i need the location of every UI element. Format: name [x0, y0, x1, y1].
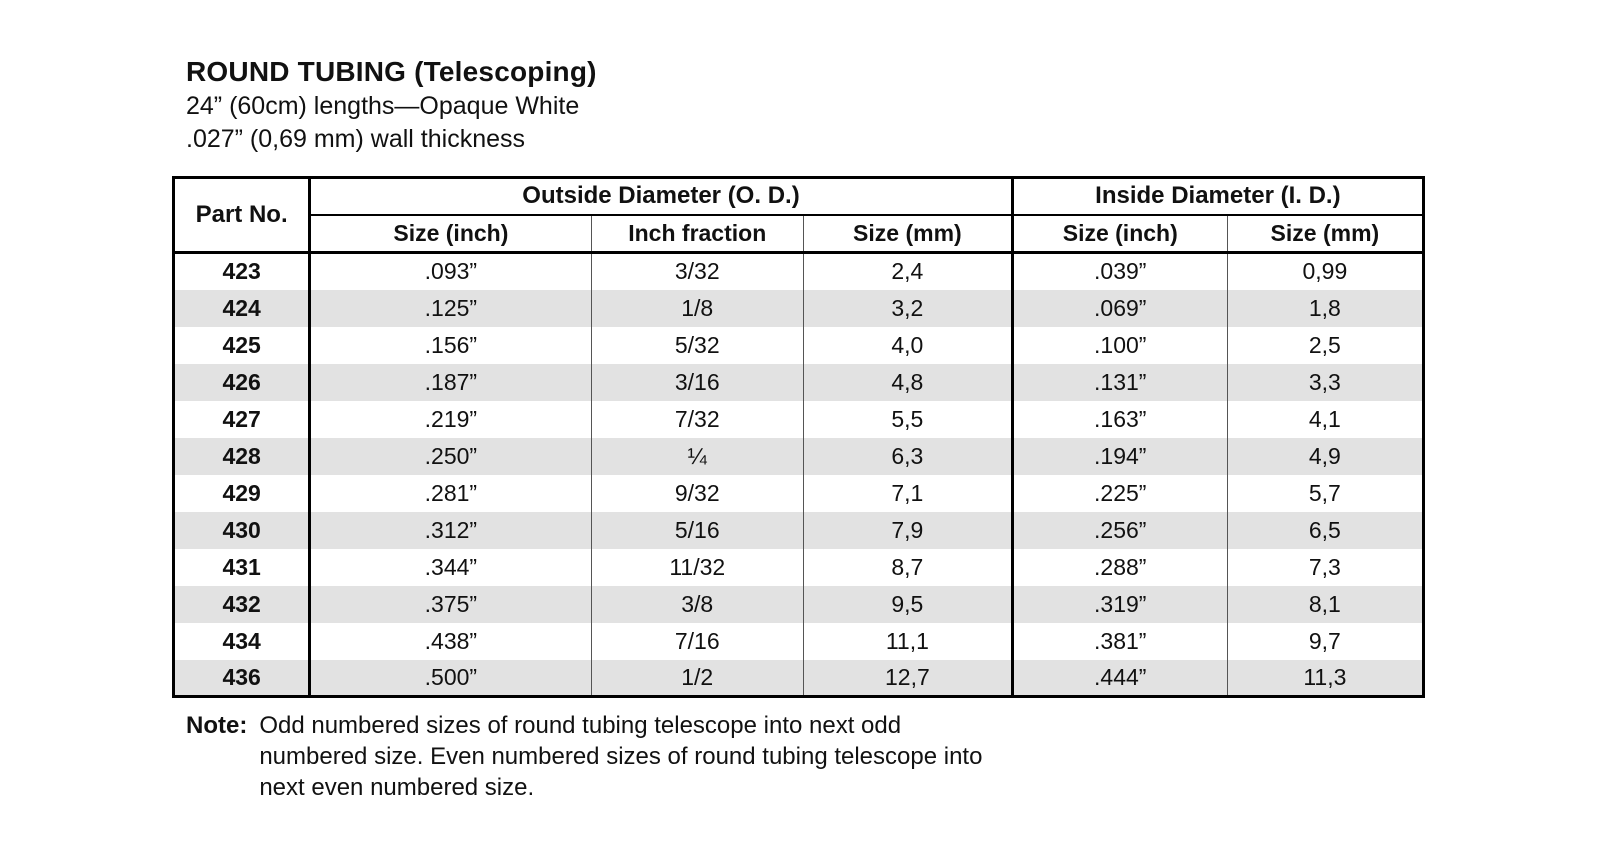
- id-size-mm-header: Size (mm): [1227, 215, 1423, 253]
- note-label: Note:: [186, 712, 248, 739]
- inside-diameter-group-header: Inside Diameter (I. D.): [1012, 178, 1423, 215]
- id-size-mm-cell: 9,7: [1227, 623, 1423, 660]
- od-size-inch-cell: .500”: [310, 660, 591, 697]
- part-no-column-header: Part No.: [174, 178, 310, 253]
- part-no-cell: 431: [222, 553, 261, 580]
- id-size-mm-cell: 5,7: [1227, 475, 1423, 512]
- od-size-inch-cell: .312”: [310, 512, 591, 549]
- tubing-table-wrap: [172, 176, 1425, 698]
- od-size-mm-cell: 11,1: [804, 623, 1013, 660]
- id-size-inch-cell: .100”: [1012, 327, 1227, 364]
- id-size-inch-cell: .256”: [1012, 512, 1227, 549]
- od-size-mm-cell: 8,7: [804, 549, 1013, 586]
- od-inch-fraction-cell: 5/16: [591, 512, 804, 549]
- table-row: [174, 290, 1424, 327]
- od-size-mm-cell: 7,1: [804, 475, 1013, 512]
- od-size-inch-header: Size (inch): [310, 215, 591, 253]
- id-size-inch-cell: .381”: [1012, 623, 1227, 660]
- id-size-mm-cell: 0,99: [1227, 253, 1423, 290]
- page-title: ROUND TUBING (Telescoping): [186, 56, 597, 87]
- id-size-inch-cell: .225”: [1012, 475, 1227, 512]
- part-no-cell: 427: [222, 405, 261, 432]
- id-size-mm-cell: 2,5: [1227, 327, 1423, 364]
- table-row: [174, 512, 1424, 549]
- table-row: [174, 475, 1424, 512]
- id-size-inch-cell: .319”: [1012, 586, 1227, 623]
- od-inch-fraction-cell: 9/32: [591, 475, 804, 512]
- part-no-cell: 432: [222, 590, 261, 617]
- od-size-mm-cell: 12,7: [804, 660, 1013, 697]
- od-size-mm-cell: 4,8: [804, 364, 1013, 401]
- od-size-inch-cell: .187”: [310, 364, 591, 401]
- id-size-mm-cell: 4,1: [1227, 401, 1423, 438]
- part-no-cell: 436: [222, 663, 261, 690]
- od-inch-fraction-cell: 7/32: [591, 401, 804, 438]
- id-size-inch-cell: .163”: [1012, 401, 1227, 438]
- id-size-mm-cell: 1,8: [1227, 290, 1423, 327]
- table-row: [174, 660, 1424, 697]
- od-size-inch-cell: .219”: [310, 401, 591, 438]
- table-row: [174, 549, 1424, 586]
- tubing-table-body: [174, 253, 1424, 697]
- id-size-inch-cell: .131”: [1012, 364, 1227, 401]
- od-size-mm-header: Size (mm): [804, 215, 1013, 253]
- part-no-cell: 430: [222, 516, 261, 543]
- od-inch-fraction-cell: 7/16: [591, 623, 804, 660]
- id-size-inch-cell: .194”: [1012, 438, 1227, 475]
- od-size-mm-cell: 3,2: [804, 290, 1013, 327]
- od-inch-fraction-cell: 3/32: [591, 253, 804, 290]
- od-size-mm-cell: 9,5: [804, 586, 1013, 623]
- id-size-inch-cell: .444”: [1012, 660, 1227, 697]
- table-row: [174, 253, 1424, 290]
- od-size-mm-cell: 2,4: [804, 253, 1013, 290]
- od-size-mm-cell: 7,9: [804, 512, 1013, 549]
- part-no-cell: 425: [222, 331, 261, 358]
- id-size-inch-header: Size (inch): [1012, 215, 1227, 253]
- id-size-inch-cell: .069”: [1012, 290, 1227, 327]
- id-size-mm-cell: 11,3: [1227, 660, 1423, 697]
- id-size-mm-cell: 7,3: [1227, 549, 1423, 586]
- od-size-mm-cell: 6,3: [804, 438, 1013, 475]
- tubing-spec-table: [172, 176, 1425, 698]
- note-text: Odd numbered sizes of round tubing telescope into next odd numbered size. Even numbered sizes of round tubing telescope into next even numbered size.: [259, 712, 983, 801]
- od-inch-fraction-cell: 1/2: [591, 660, 804, 697]
- od-inch-fraction-cell: 5/32: [591, 327, 804, 364]
- od-size-inch-cell: .125”: [310, 290, 591, 327]
- sub-header-row: [174, 215, 1424, 253]
- od-size-inch-cell: .438”: [310, 623, 591, 660]
- table-row: [174, 327, 1424, 364]
- od-inch-fraction-cell: ¼: [591, 438, 804, 475]
- od-inch-fraction-cell: 3/16: [591, 364, 804, 401]
- part-no-cell: 423: [222, 258, 261, 285]
- od-size-inch-cell: .344”: [310, 549, 591, 586]
- id-size-mm-cell: 8,1: [1227, 586, 1423, 623]
- table-row: [174, 438, 1424, 475]
- id-size-mm-cell: 4,9: [1227, 438, 1423, 475]
- id-size-mm-cell: 3,3: [1227, 364, 1423, 401]
- part-no-cell: 424: [222, 294, 261, 321]
- od-inch-fraction-cell: 1/8: [591, 290, 804, 327]
- part-no-cell: 426: [222, 368, 261, 395]
- part-no-cell: 434: [222, 627, 261, 654]
- od-size-inch-cell: .093”: [310, 253, 591, 290]
- table-header: [174, 178, 1424, 253]
- od-size-inch-cell: .281”: [310, 475, 591, 512]
- od-size-mm-cell: 5,5: [804, 401, 1013, 438]
- id-size-mm-cell: 6,5: [1227, 512, 1423, 549]
- subtitle-lengths: 24” (60cm) lengths—Opaque White: [186, 92, 580, 120]
- table-row: [174, 401, 1424, 438]
- note-block: [186, 710, 994, 803]
- od-size-inch-cell: .250”: [310, 438, 591, 475]
- id-size-inch-cell: .039”: [1012, 253, 1227, 290]
- subtitle-wall-thickness: .027” (0,69 mm) wall thickness: [186, 125, 526, 153]
- od-inch-fraction-header: Inch fraction: [591, 215, 804, 253]
- table-row: [174, 586, 1424, 623]
- part-no-cell: 429: [222, 479, 261, 506]
- od-size-inch-cell: .375”: [310, 586, 591, 623]
- table-row: [174, 623, 1424, 660]
- od-size-mm-cell: 4,0: [804, 327, 1013, 364]
- group-header-row: [174, 178, 1424, 215]
- od-size-inch-cell: .156”: [310, 327, 591, 364]
- outside-diameter-group-header: Outside Diameter (O. D.): [310, 178, 1013, 215]
- part-no-cell: 428: [222, 442, 261, 469]
- table-row: [174, 364, 1424, 401]
- heading-block: [186, 54, 597, 156]
- od-inch-fraction-cell: 3/8: [591, 586, 804, 623]
- od-inch-fraction-cell: 11/32: [591, 549, 804, 586]
- id-size-inch-cell: .288”: [1012, 549, 1227, 586]
